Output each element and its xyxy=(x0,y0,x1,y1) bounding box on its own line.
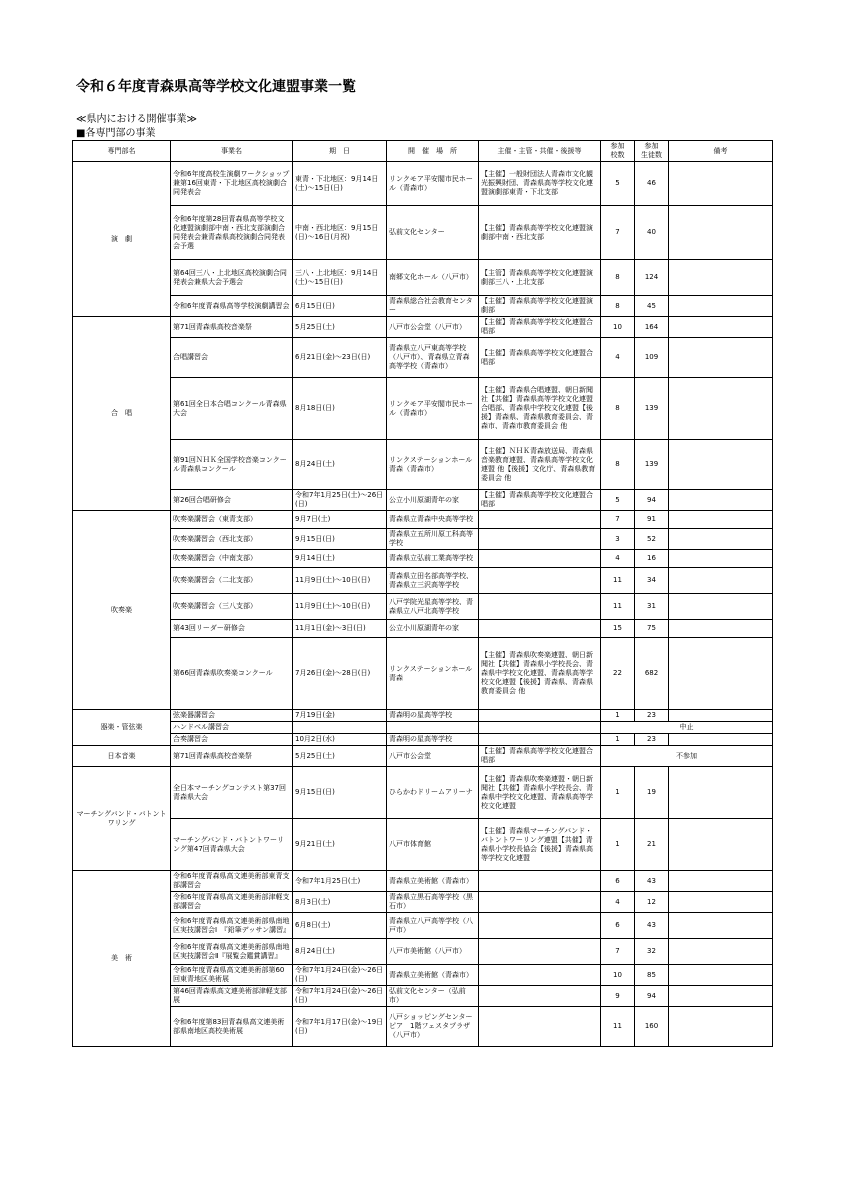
event-cell: 吹奏楽講習会（東青支部） xyxy=(171,511,293,529)
date-cell xyxy=(293,722,387,734)
students-cell: 94 xyxy=(635,490,669,511)
schools-cell: 8 xyxy=(601,440,635,490)
org-cell: 【主催】青森県吹奏楽連盟、朝日新聞社【共催】青森県小学校長会、青森県中学校文化連盟、青森県高等学校文化連盟【後援】青森県、青森県教育委員会 他 xyxy=(479,638,601,710)
org-cell xyxy=(479,965,601,986)
venue-cell: 公立小川原湖青年の家 xyxy=(387,620,479,638)
header-event: 事業名 xyxy=(171,141,293,162)
table-body xyxy=(73,162,773,1047)
venue-cell: ひらかわドリームアリーナ xyxy=(387,767,479,819)
table-row xyxy=(73,620,773,638)
remarks-cell xyxy=(669,260,773,296)
remarks-cell xyxy=(669,550,773,568)
schools-cell: 8 xyxy=(601,296,635,317)
subsection-heading: ■各専門部の事業 xyxy=(76,128,156,139)
remarks-cell xyxy=(669,511,773,529)
org-cell: 【主催】一般財団法人青森市文化観光振興財団、青森県高等学校文化連盟演劇部東青・下北支部 xyxy=(479,162,601,206)
schools-cell: 6 xyxy=(601,913,635,939)
remarks-cell xyxy=(669,162,773,206)
org-cell: 【主催】青森県吹奏楽連盟・朝日新聞社【共催】青森県小学校長会、青森県中学校文化連盟、青森県高等学校文化連盟 xyxy=(479,767,601,819)
remarks-cell xyxy=(669,638,773,710)
table-row xyxy=(73,939,773,965)
date-cell: 8月18日(日) xyxy=(293,378,387,440)
date-cell: 11月9日(土)～10日(日) xyxy=(293,568,387,594)
table-row xyxy=(73,746,773,767)
dept-cell: 吹奏楽 xyxy=(73,511,171,710)
students-cell: 19 xyxy=(635,767,669,819)
schools-cell: 10 xyxy=(601,965,635,986)
remarks-cell xyxy=(669,734,773,746)
event-cell: 弦楽器講習会 xyxy=(171,710,293,722)
org-cell xyxy=(479,620,601,638)
venue-cell: 青森県総合社会教育センター xyxy=(387,296,479,317)
events-table xyxy=(72,140,773,1047)
event-cell: 合奏講習会 xyxy=(171,734,293,746)
date-cell: 5月25日(土) xyxy=(293,317,387,338)
date-cell: 11月9日(土)～10日(日) xyxy=(293,594,387,620)
table-row xyxy=(73,594,773,620)
schools-cell: 4 xyxy=(601,338,635,378)
header-dept: 専門部名 xyxy=(73,141,171,162)
event-cell: 第43回リーダー研修会 xyxy=(171,620,293,638)
remarks-cell xyxy=(669,529,773,550)
org-cell: 【主催】青森県高等学校文化連盟合唱部 xyxy=(479,490,601,511)
venue-cell: 八戸市体育館 xyxy=(387,819,479,871)
schools-cell: 8 xyxy=(601,378,635,440)
remarks-cell xyxy=(669,767,773,819)
venue-cell: 八戸市公会堂 xyxy=(387,746,479,767)
org-cell: 【主催】青森県高等学校文化連盟合唱部 xyxy=(479,317,601,338)
table-row xyxy=(73,1007,773,1047)
schools-cell: 1 xyxy=(601,767,635,819)
venue-cell: 八戸市公会堂（八戸市） xyxy=(387,317,479,338)
students-cell: 32 xyxy=(635,939,669,965)
date-cell: 三八・上北地区：9月14日(土)～15日(日) xyxy=(293,260,387,296)
students-cell: 21 xyxy=(635,819,669,871)
students-cell: 139 xyxy=(635,378,669,440)
table-row xyxy=(73,986,773,1007)
event-cell: 第61回全日本合唱コンクール青森県大会 xyxy=(171,378,293,440)
org-cell xyxy=(479,939,601,965)
schools-cell: 7 xyxy=(601,939,635,965)
org-cell: 【主催】青森県高等学校文化連盟演劇部中南・西北支部 xyxy=(479,206,601,260)
date-cell: 9月15日(日) xyxy=(293,529,387,550)
table-row xyxy=(73,710,773,722)
students-cell: 43 xyxy=(635,871,669,892)
date-cell: 8月24日(土) xyxy=(293,440,387,490)
remarks-cell xyxy=(669,710,773,722)
remarks-cell xyxy=(669,568,773,594)
org-cell xyxy=(479,722,601,734)
schools-cell: 1 xyxy=(601,819,635,871)
venue-cell: 青森県立八戸東高等学校（八戸市）、青森県立青森高等学校（青森市） xyxy=(387,338,479,378)
event-cell: 吹奏楽講習会（二北支部） xyxy=(171,568,293,594)
event-cell: マーチングバンド・バトントワーリング第47回青森県大会 xyxy=(171,819,293,871)
date-cell: 9月15日(日) xyxy=(293,767,387,819)
date-cell: 6月8日(土) xyxy=(293,913,387,939)
students-cell: 31 xyxy=(635,594,669,620)
table-row xyxy=(73,638,773,710)
org-cell: 【主催】ＮＨＫ青森放送局、青森県音楽教育連盟、青森県高等学校文化連盟 他【後援】文化庁、青森県教育委員会 他 xyxy=(479,440,601,490)
remarks-cell xyxy=(669,819,773,871)
section-heading: ≪県内における開催事業≫ xyxy=(76,114,197,125)
students-cell: 46 xyxy=(635,162,669,206)
event-cell: 第26回合唱研修会 xyxy=(171,490,293,511)
dept-cell: 器楽・管弦楽 xyxy=(73,710,171,746)
event-cell: 全日本マーチングコンテスト第37回青森県大会 xyxy=(171,767,293,819)
date-cell: 令和7年1月25日(土)～26日(日) xyxy=(293,490,387,511)
event-cell: 第71回青森県高校音楽祭 xyxy=(171,317,293,338)
schools-cell: 5 xyxy=(601,162,635,206)
note-cell: 不参加 xyxy=(601,746,773,767)
remarks-cell xyxy=(669,986,773,1007)
venue-cell: 青森県立田名部高等学校、青森県立三沢高等学校 xyxy=(387,568,479,594)
date-cell: 令和7年1月17日(金)～19日(日) xyxy=(293,1007,387,1047)
org-cell xyxy=(479,913,601,939)
students-cell: 40 xyxy=(635,206,669,260)
org-cell: 【主催】青森県高等学校文化連盟合唱部 xyxy=(479,338,601,378)
date-cell: 7月19日(金) xyxy=(293,710,387,722)
table-row xyxy=(73,162,773,206)
org-cell xyxy=(479,871,601,892)
schools-cell: 11 xyxy=(601,1007,635,1047)
venue-cell: リンクステーションホール青森 xyxy=(387,638,479,710)
dept-cell: マーチングバンド・バトントワリング xyxy=(73,767,171,871)
org-cell xyxy=(479,568,601,594)
students-cell: 94 xyxy=(635,986,669,1007)
event-cell: 吹奏楽講習会（西北支部） xyxy=(171,529,293,550)
venue-cell: 八戸学院光星高等学校、青森県立八戸北高等学校 xyxy=(387,594,479,620)
schools-cell: 5 xyxy=(601,490,635,511)
remarks-cell xyxy=(669,378,773,440)
org-cell: 【主催】青森県マーチングバンド・バトントワーリング連盟【共催】青森県小学校長協会【後援】青森県高等学校文化連盟 xyxy=(479,819,601,871)
table-row xyxy=(73,819,773,871)
students-cell: 16 xyxy=(635,550,669,568)
date-cell: 令和7年1月25日(土) xyxy=(293,871,387,892)
remarks-cell xyxy=(669,317,773,338)
event-cell: 令和6年度青森県高等学校演劇講習会 xyxy=(171,296,293,317)
event-cell: 吹奏楽講習会（中南支部） xyxy=(171,550,293,568)
org-cell xyxy=(479,1007,601,1047)
students-cell: 160 xyxy=(635,1007,669,1047)
date-cell: 令和7年1月24日(金)～26日(日) xyxy=(293,965,387,986)
table-row xyxy=(73,260,773,296)
remarks-cell xyxy=(669,206,773,260)
event-cell: 第64回三八・上北地区高校演劇合同発表会兼県大会予選会 xyxy=(171,260,293,296)
schools-cell: 11 xyxy=(601,568,635,594)
org-cell xyxy=(479,986,601,1007)
date-cell: 6月21日(金)～23日(日) xyxy=(293,338,387,378)
event-cell: 第71回青森県高校音楽祭 xyxy=(171,746,293,767)
org-cell xyxy=(479,734,601,746)
date-cell: 9月14日(土) xyxy=(293,550,387,568)
table-row xyxy=(73,338,773,378)
schools-cell: 15 xyxy=(601,620,635,638)
students-cell: 23 xyxy=(635,734,669,746)
date-cell: 令和7年1月24日(金)～26日(日) xyxy=(293,986,387,1007)
header-venue: 開 催 場 所 xyxy=(387,141,479,162)
venue-cell: リンクモア平安閣市民ホール（青森市） xyxy=(387,162,479,206)
org-cell xyxy=(479,511,601,529)
venue-cell: 八戸ショッピングセンターピア 1階フェスタプラザ（八戸市） xyxy=(387,1007,479,1047)
venue-cell: 青森明の星高等学校 xyxy=(387,734,479,746)
remarks-cell xyxy=(669,939,773,965)
org-cell xyxy=(479,892,601,913)
table-row xyxy=(73,722,773,734)
remarks-cell xyxy=(669,965,773,986)
students-cell: 23 xyxy=(635,710,669,722)
table-row xyxy=(73,734,773,746)
header-org: 主催・主管・共催・後援等 xyxy=(479,141,601,162)
header-schools: 参加 校数 xyxy=(601,141,635,162)
dept-cell: 合 唱 xyxy=(73,317,171,511)
table-row xyxy=(73,550,773,568)
dept-cell: 日本音楽 xyxy=(73,746,171,767)
header-date: 期 日 xyxy=(293,141,387,162)
remarks-cell xyxy=(669,296,773,317)
dept-cell: 演 劇 xyxy=(73,162,171,317)
venue-cell: リンクステーションホール青森（青森市） xyxy=(387,440,479,490)
remarks-cell xyxy=(669,594,773,620)
venue-cell: リンクモア平安閣市民ホール（青森市） xyxy=(387,378,479,440)
venue-cell: 弘前文化センター（弘前市） xyxy=(387,986,479,1007)
venue-cell: 南郷文化ホール（八戸市） xyxy=(387,260,479,296)
date-cell: 11月1日(金)～3日(日) xyxy=(293,620,387,638)
students-cell: 109 xyxy=(635,338,669,378)
schools-cell: 1 xyxy=(601,734,635,746)
table-row xyxy=(73,892,773,913)
event-cell: 令和6年度青森県高文連美術部津軽支部講習会 xyxy=(171,892,293,913)
event-cell: 令和6年度第83回青森県高文連美術部県南地区高校美術展 xyxy=(171,1007,293,1047)
org-cell xyxy=(479,710,601,722)
table-row xyxy=(73,965,773,986)
schools-cell: 10 xyxy=(601,317,635,338)
venue-cell: 公立小川原湖青年の家 xyxy=(387,490,479,511)
students-cell: 75 xyxy=(635,620,669,638)
org-cell xyxy=(479,594,601,620)
venue-cell: 青森明の星高等学校 xyxy=(387,710,479,722)
table-row xyxy=(73,440,773,490)
students-cell: 91 xyxy=(635,511,669,529)
table-row xyxy=(73,490,773,511)
date-cell: 6月15日(日) xyxy=(293,296,387,317)
table-row xyxy=(73,378,773,440)
venue-cell: 弘前文化センター xyxy=(387,206,479,260)
remarks-cell xyxy=(669,1007,773,1047)
event-cell: 令和6年度青森県高文連美術部県南地区実技講習会Ⅱ『展覧会鑑賞講習』 xyxy=(171,939,293,965)
schools-cell: 9 xyxy=(601,986,635,1007)
students-cell: 124 xyxy=(635,260,669,296)
schools-cell: 1 xyxy=(601,710,635,722)
students-cell: 45 xyxy=(635,296,669,317)
remarks-cell xyxy=(669,913,773,939)
venue-cell: 青森県立美術館（青森市） xyxy=(387,965,479,986)
table-row xyxy=(73,767,773,819)
remarks-cell xyxy=(669,620,773,638)
org-cell: 【主催】青森県高等学校文化連盟合唱部 xyxy=(479,746,601,767)
table-row xyxy=(73,568,773,594)
students-cell: 682 xyxy=(635,638,669,710)
date-cell: 東青・下北地区：9月14日(土)～15日(日) xyxy=(293,162,387,206)
remarks-cell xyxy=(669,440,773,490)
date-cell: 9月7日(土) xyxy=(293,511,387,529)
date-cell: 中南・西北地区：9月15日(日)～16日(月祝) xyxy=(293,206,387,260)
schools-cell: 7 xyxy=(601,206,635,260)
schools-cell: 22 xyxy=(601,638,635,710)
schools-cell: 11 xyxy=(601,594,635,620)
students-cell: 139 xyxy=(635,440,669,490)
event-cell: 令和6年度第28回青森県高等学校文化連盟演劇部中南・西北支部演劇合同発表会兼青森県高校演劇合同発表会予選 xyxy=(171,206,293,260)
remarks-cell xyxy=(669,338,773,378)
table-row xyxy=(73,206,773,260)
date-cell: 8月24日(土) xyxy=(293,939,387,965)
event-cell: 吹奏楽講習会（三八支部） xyxy=(171,594,293,620)
date-cell: 9月21日(土) xyxy=(293,819,387,871)
table-row xyxy=(73,871,773,892)
event-cell: 令和6年度青森県高文連美術部東青支部講習会 xyxy=(171,871,293,892)
date-cell: 10月2日(水) xyxy=(293,734,387,746)
event-cell: 令和6年度高校生演劇ワークショップ兼第16回東青・下北地区高校演劇合同発表会 xyxy=(171,162,293,206)
org-cell xyxy=(479,529,601,550)
venue-cell: 青森県立弘前工業高等学校 xyxy=(387,550,479,568)
venue-cell: 青森県立美術館（青森市） xyxy=(387,871,479,892)
event-cell: 第46回青森県高文連美術部津軽支部展 xyxy=(171,986,293,1007)
event-cell: ハンドベル講習会 xyxy=(171,722,293,734)
schools-cell: 3 xyxy=(601,529,635,550)
org-cell xyxy=(479,550,601,568)
org-cell: 【主催】青森県高等学校文化連盟演劇部 xyxy=(479,296,601,317)
table-row xyxy=(73,913,773,939)
venue-cell: 青森県立八戸高等学校（八戸市） xyxy=(387,913,479,939)
venue-cell: 青森県立青森中央高等学校 xyxy=(387,511,479,529)
table-row xyxy=(73,296,773,317)
remarks-cell xyxy=(669,871,773,892)
venue-cell: 青森県立五所川原工科高等学校 xyxy=(387,529,479,550)
dept-cell: 美 術 xyxy=(73,871,171,1047)
table-header-row xyxy=(73,141,773,162)
table-row xyxy=(73,317,773,338)
schools-cell: 7 xyxy=(601,511,635,529)
students-cell: 43 xyxy=(635,913,669,939)
event-cell: 令和6年度青森県高文連美術部県南地区実技講習会Ⅰ 『鉛筆デッサン講習』 xyxy=(171,913,293,939)
date-cell: 8月3日(土) xyxy=(293,892,387,913)
remarks-cell xyxy=(669,892,773,913)
schools-cell: 4 xyxy=(601,892,635,913)
date-cell: 5月25日(土) xyxy=(293,746,387,767)
page-title: 令和６年度青森県高等学校文化連盟事業一覧 xyxy=(76,79,356,95)
org-cell: 【主管】青森県高等学校文化連盟演劇部三八・上北支部 xyxy=(479,260,601,296)
event-cell: 合唱講習会 xyxy=(171,338,293,378)
remarks-cell xyxy=(669,490,773,511)
students-cell: 85 xyxy=(635,965,669,986)
schools-cell: 4 xyxy=(601,550,635,568)
table-row xyxy=(73,511,773,529)
event-cell: 第91回ＮＨＫ全国学校音楽コンクール青森県コンクール xyxy=(171,440,293,490)
students-cell: 52 xyxy=(635,529,669,550)
students-cell: 34 xyxy=(635,568,669,594)
schools-cell: 8 xyxy=(601,260,635,296)
event-cell: 令和6年度青森県高文連美術部第60回東青地区美術展 xyxy=(171,965,293,986)
org-cell: 【主催】青森県合唱連盟、朝日新聞社【共催】青森県高等学校文化連盟合唱部、青森県中学校文化連盟【後援】青森県、青森県教育委員会、青森市、青森市教育委員会 他 xyxy=(479,378,601,440)
date-cell: 7月26日(金)～28日(日) xyxy=(293,638,387,710)
students-cell: 164 xyxy=(635,317,669,338)
students-cell: 12 xyxy=(635,892,669,913)
venue-cell: 八戸市美術館（八戸市） xyxy=(387,939,479,965)
venue-cell xyxy=(387,722,479,734)
table-row xyxy=(73,529,773,550)
note-cell: 中止 xyxy=(601,722,773,734)
schools-cell: 6 xyxy=(601,871,635,892)
venue-cell: 青森県立黒石高等学校（黒石市） xyxy=(387,892,479,913)
header-notes: 備考 xyxy=(669,141,773,162)
header-students: 参加 生徒数 xyxy=(635,141,669,162)
event-cell: 第66回青森県吹奏楽コンクール xyxy=(171,638,293,710)
